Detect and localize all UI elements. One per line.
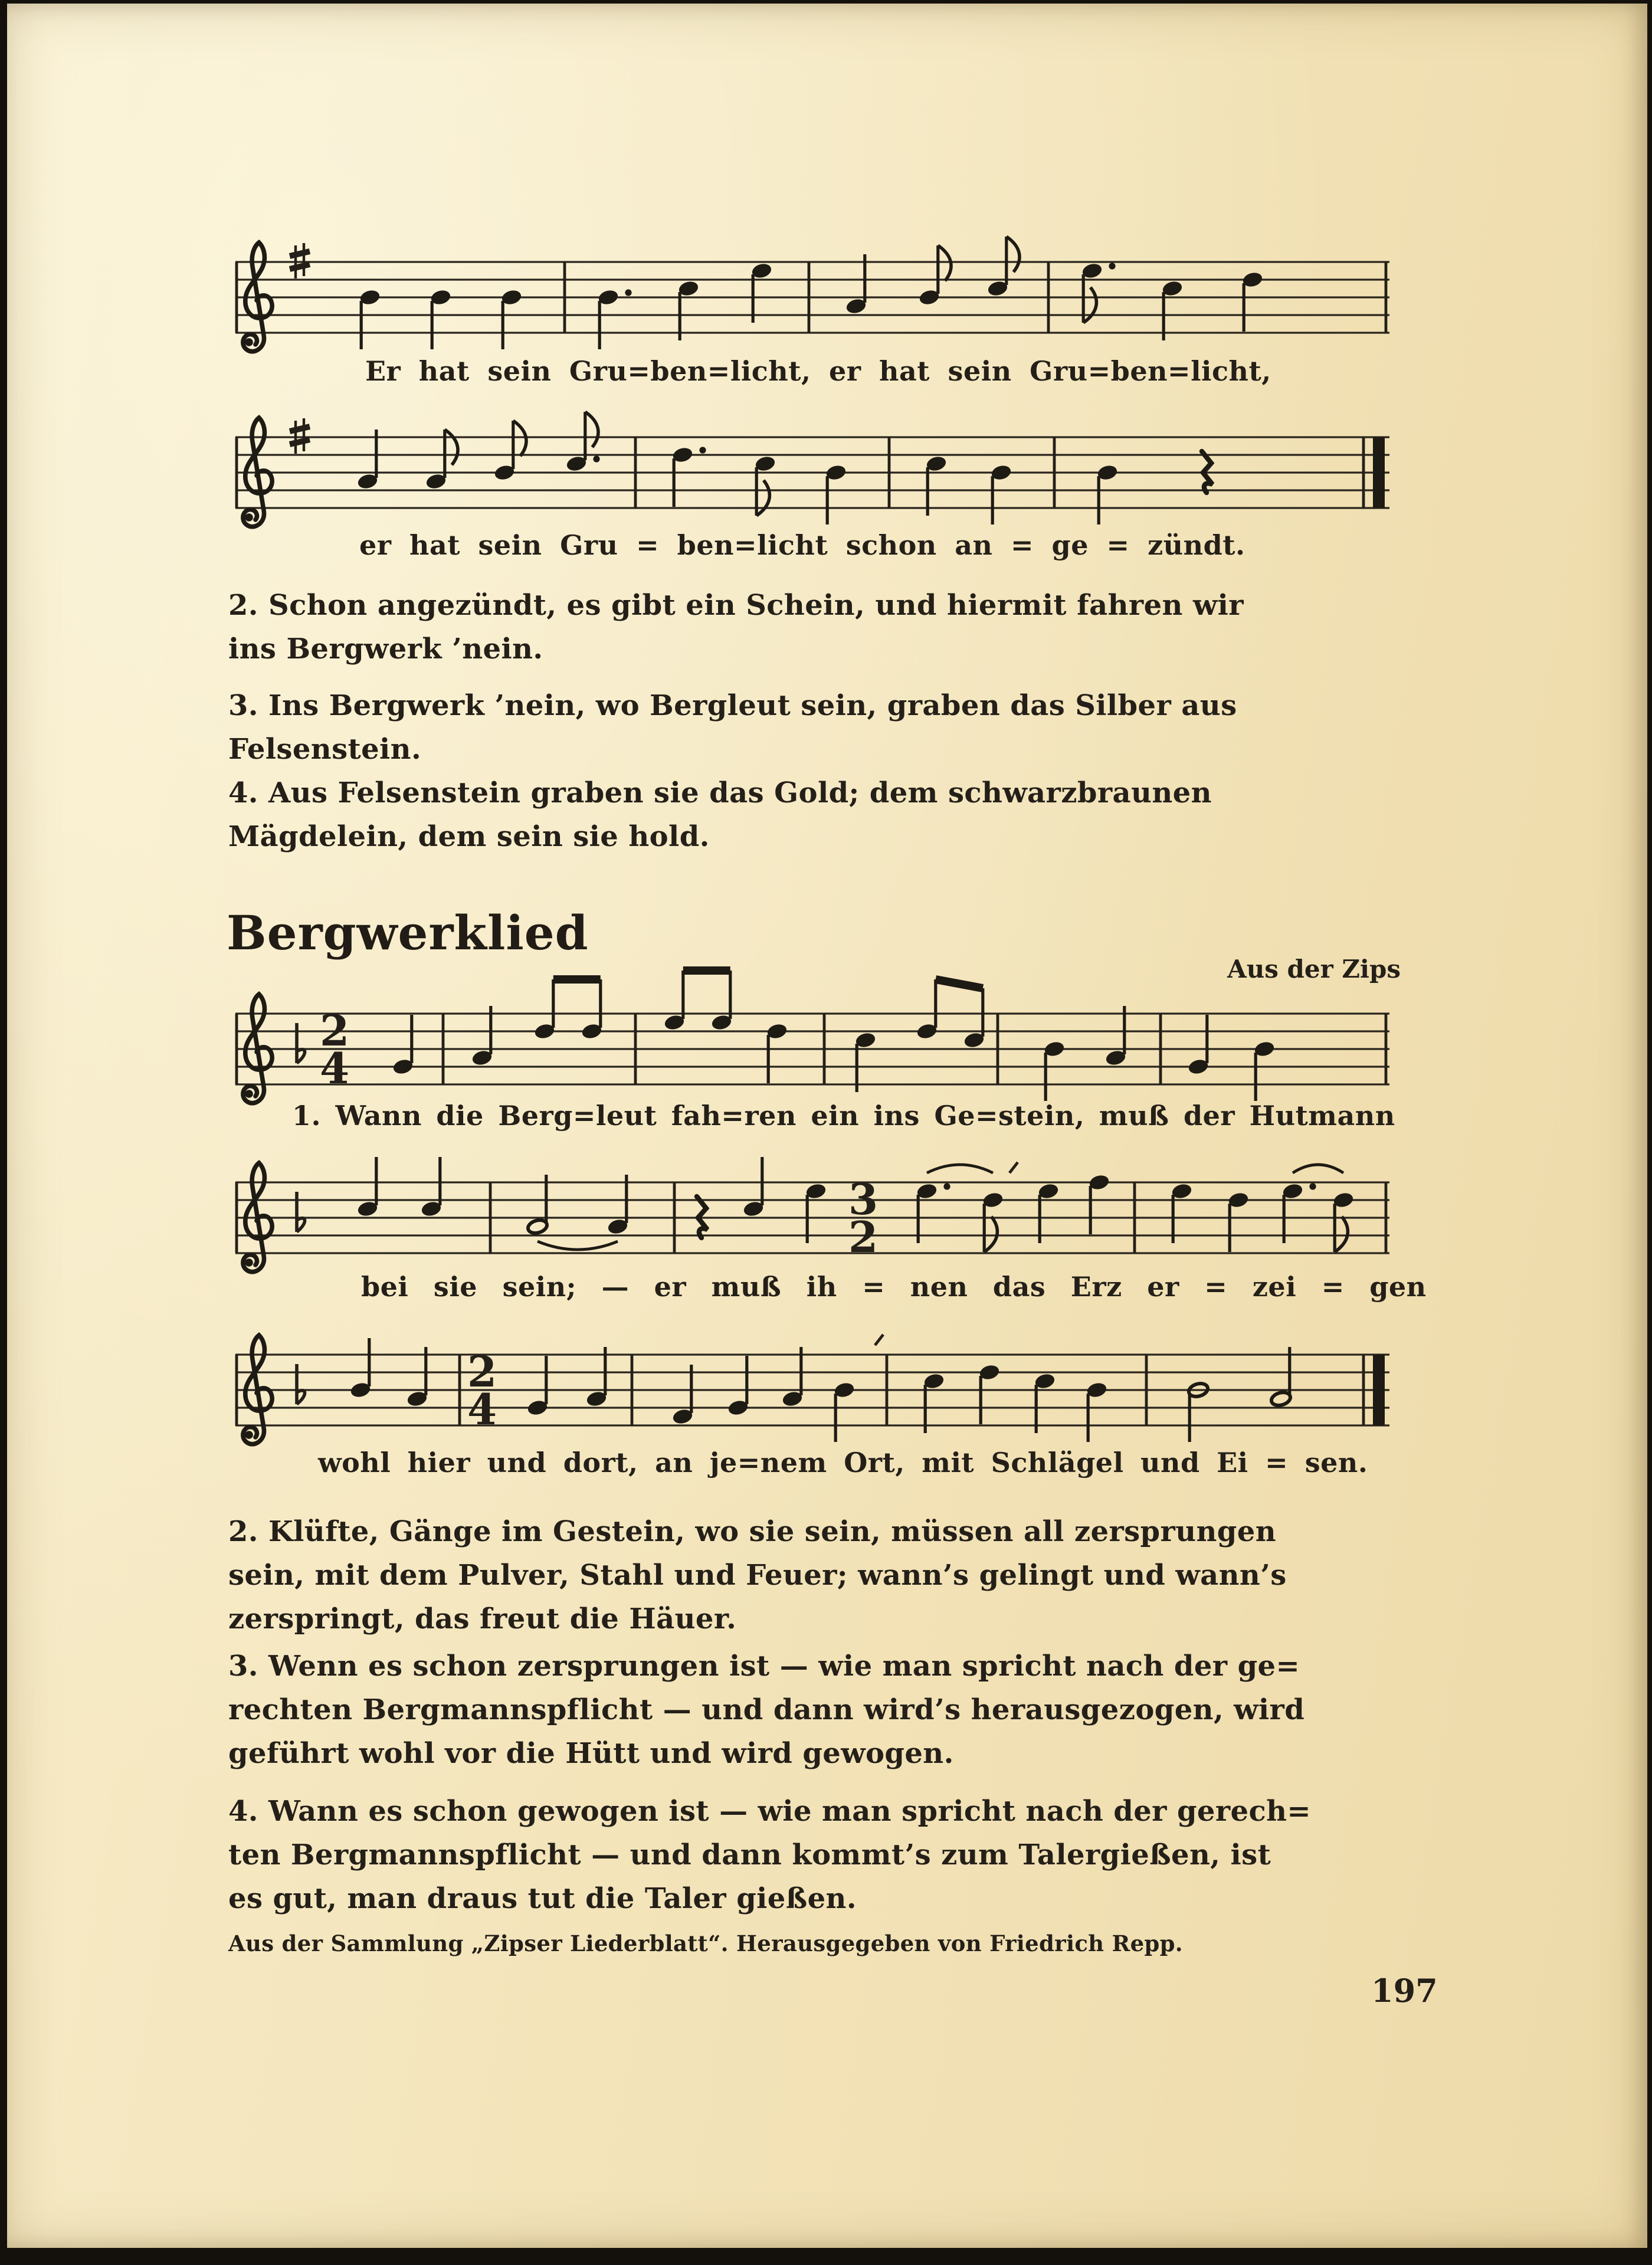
lyrics-song2-line2: bei sie sein; — er muß ih = nen das Erz er = zei = gen [361, 1271, 1427, 1303]
verse-line: 4. Aus Felsenstein graben sie das Gold; dem schwarzbraunen [228, 776, 1212, 809]
flat-icon [297, 1023, 305, 1063]
song2-verse-3 [228, 1650, 1473, 1781]
sharp-icon [296, 243, 304, 278]
verse-line: Mägdelein, dem sein sie hold. [228, 820, 710, 853]
verse-line: rechten Bergmannspflicht — und dann wird’s herausgezogen, wird [228, 1693, 1305, 1726]
song-origin: Aus der Zips [1227, 955, 1401, 984]
verse-line: Felsenstein. [228, 733, 422, 766]
treble-clef-icon [243, 242, 272, 352]
music-staff-song1-line2 [228, 414, 1397, 543]
verse-line: 4. Wann es schon gewogen ist — wie man spricht nach der gerech= [228, 1795, 1312, 1828]
music-staff-song2-line3 [228, 1331, 1397, 1461]
svg-text:2: 2 [467, 1346, 497, 1397]
svg-text:2: 2 [319, 1005, 350, 1056]
sharp-icon [290, 251, 310, 269]
lyrics-song1-line2: er hat sein Gru = ben=licht schon an = ge = zündt. [359, 529, 1245, 561]
verse-line: 2. Klüfte, Gänge im Gestein, wo sie sein, müssen all zersprungen [228, 1515, 1277, 1548]
song-title: Bergwerklied [227, 905, 589, 961]
svg-text:4: 4 [319, 1043, 350, 1093]
song2-verse-4 [228, 1795, 1473, 1926]
music-staff-song2-line2 [228, 1159, 1397, 1289]
verse-line: 3. Ins Bergwerk ’nein, wo Bergleut sein, graben das Silber aus [228, 689, 1237, 722]
verse-line: zerspringt, das freut die Häuer. [228, 1602, 737, 1635]
song1-verse-4 [228, 776, 1473, 864]
treble-clef-icon [243, 1335, 272, 1444]
sharp-icon [296, 418, 304, 454]
paper-sheet [7, 4, 1647, 2248]
verse-line: 3. Wenn es schon zersprungen ist — wie man spricht nach der ge= [228, 1650, 1300, 1683]
lyrics-song2-line1: 1. Wann die Berg=leut fah=ren ein ins Ge=stein, muß der Hutmann [292, 1100, 1395, 1132]
song1-verse-2 [228, 589, 1473, 676]
flat-icon [297, 1364, 305, 1404]
music-staff-song1-line1 [228, 238, 1397, 368]
song1-verse-3 [228, 689, 1473, 776]
verse-line: geführt wohl vor die Hütt und wird gewogen. [228, 1737, 954, 1770]
svg-text:2: 2 [848, 1212, 879, 1262]
treble-clef-icon [243, 418, 272, 527]
lyrics-song1-line1: Er hat sein Gru=ben=licht, er hat sein Gru=ben=licht, [365, 355, 1271, 387]
verse-line: ins Bergwerk ’nein. [228, 632, 543, 666]
svg-text:4: 4 [467, 1384, 497, 1434]
flat-icon [297, 1192, 305, 1232]
verse-line: 2. Schon angezündt, es gibt ein Schein, und hiermit fahren wir [228, 589, 1244, 622]
page-number: 197 [1371, 1972, 1438, 2010]
treble-clef-icon [243, 994, 272, 1103]
svg-text:3: 3 [848, 1174, 879, 1224]
lyrics-song2-line3: wohl hier und dort, an je=nem Ort, mit Schlägel und Ei = sen. [318, 1447, 1368, 1479]
treble-clef-icon [243, 1163, 272, 1272]
source-attribution: Aus der Sammlung „Zipser Liederblatt“. Herausgegeben von Friedrich Repp. [228, 1930, 1183, 1956]
song2-verse-2 [228, 1515, 1473, 1646]
verse-line: sein, mit dem Pulver, Stahl und Feuer; wann’s gelingt und wann’s [228, 1559, 1287, 1592]
verse-line: es gut, man draus tut die Taler gießen. [228, 1882, 857, 1915]
sharp-icon [290, 427, 310, 444]
verse-line: ten Bergmannspflicht — und dann kommt’s zum Talergießen, ist [228, 1838, 1271, 1871]
